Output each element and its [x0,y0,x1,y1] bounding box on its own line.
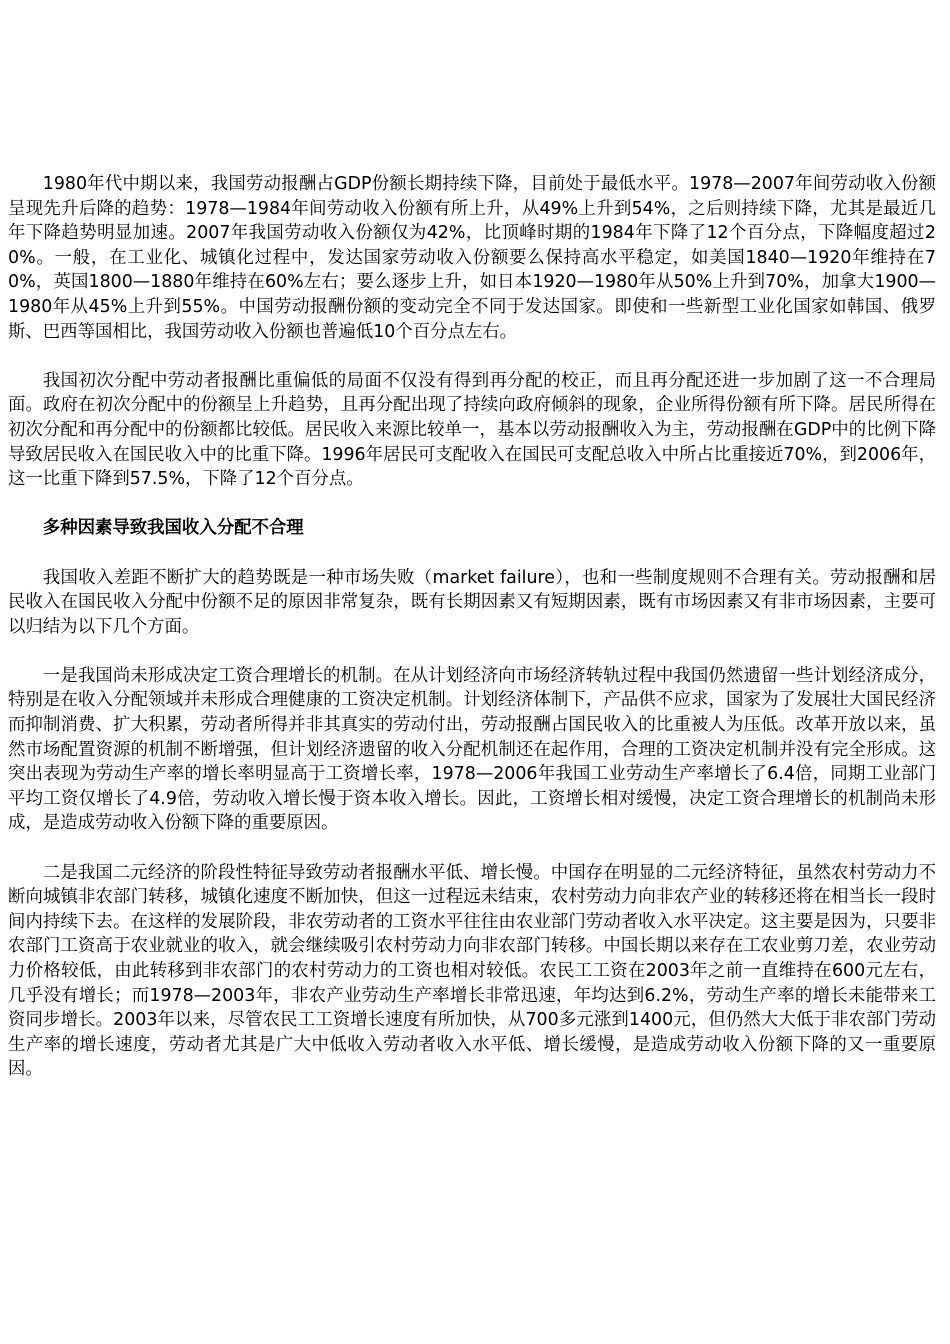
paragraph-market-failure: 我国收入差距不断扩大的趋势既是一种市场失败（market failure），也和一些制度规则不合理有关。劳动报酬和居民收入在国民收入分配中份额不足的原因非常复杂，既有长期因素又有短期因素，既有市场因素又有非市场因素，主要可以归结为以下几个方面。 [8,567,936,637]
section-heading: 多种因素导致我国收入分配不合理 [42,518,304,539]
paragraph-wage-mechanism: 一是我国尚未形成决定工资合理增长的机制。在从计划经济向市场经济转轨过程中我国仍然遗留一些计划经济成分，特别是在收入分配领域并未形成合理健康的工资决定机制。计划经济体制下，产品供不应求，国家为了发展壮大国民经济而抑制消费、扩大积累，劳动者所得并非其真实的劳动付出，劳动报酬占国民收入的比重被人为压低。改革开放以来，虽然市场配置资源的机制不断增强，但计划经济遗留的收入分配机制还在起作用，合理的工资决定机制并没有完全形成。这突出表现为劳动生产率的增长率明显高于工资增长率，1978—2006年我国工业劳动生产率增长了6.4倍，同期工业部门平均工资仅增长了4.9倍，劳动收入增长慢于资本收入增长。因此，工资增长相对缓慢，决定工资合理增长的机制尚未形成，是造成劳动收入份额下降的重要原因。 [8,665,936,834]
paragraph-redistribution: 我国初次分配中劳动者报酬比重偏低的局面不仅没有得到再分配的校正，而且再分配还进一步加剧了这一不合理局面。政府在初次分配中的份额呈上升趋势，且再分配出现了持续向政府倾斜的现象，企业所得份额有所下降。居民所得在初次分配和再分配中的份额都比较低。居民收入来源比较单一，基本以劳动报酬收入为主，劳动报酬在GDP中的比例下降导致居民收入在国民收入中的比重下降。1996年居民可支配收入在国民可支配总收入中所占比重接近70%，到2006年，这一比重下降到57.5%，下降了12个百分点。 [8,370,936,490]
paragraph-labor-share-decline: 1980年代中期以来，我国劳动报酬占GDP份额长期持续下降，目前处于最低水平。1978—2007年间劳动收入份额呈现先升后降的趋势：1978—1984年间劳动收入份额有所上升，从49%上升到54%，之后则持续下降，尤其是最近几年下降趋势明显加速。2007年我国劳动收入份额仅为42%，比顶峰时期的1984年下降了12个百分点，下降幅度超过20%。一般，在工业化、城镇化过程中，发达国家劳动收入份额要么保持高水平稳定，如美国1840—1920年维持在70%，英国1800—1880年维持在60%左右；要么逐步上升，如日本1920—1980年从50%上升到70%，加拿大1900—1980年从45%上升到55%。中国劳动报酬份额的变动完全不同于发达国家。即使和一些新型工业化国家如韩国、俄罗斯、巴西等国相比，我国劳动收入份额也普遍低10个百分点左右。 [8,174,936,342]
document-body [8,172,936,1107]
paragraph-dual-economy: 二是我国二元经济的阶段性特征导致劳动者报酬水平低、增长慢。中国存在明显的二元经济特征，虽然农村劳动力不断向城镇非农部门转移，城镇化速度不断加快，但这一过程远未结束，农村劳动力向非农产业的转移还将在相当长一段时间内持续下去。在这样的发展阶段，非农劳动者的工资水平往往由农业部门劳动者收入水平决定。这主要是因为，只要非农部门工资高于农业就业的收入，就会继续吸引农村劳动力向非农部门转移。中国长期以来存在工农业剪刀差，农业劳动力价格较低，由此转移到非农部门的农村劳动力的工资也相对较低。农民工工资在2003年之前一直维持在600元左右，几乎没有增长；而1978—2003年，非农产业劳动生产率增长非常迅速，年均达到6.2%，劳动生产率的增长未能带来工资同步增长。2003年以来，尽管农民工工资增长速度有所加快，从700多元涨到1400元，但仍然大大低于非农部门劳动生产率的增长速度，劳动者尤其是广大中低收入劳动者收入水平低、增长缓慢，是造成劳动收入份额下降的又一重要原因。 [8,862,936,1080]
